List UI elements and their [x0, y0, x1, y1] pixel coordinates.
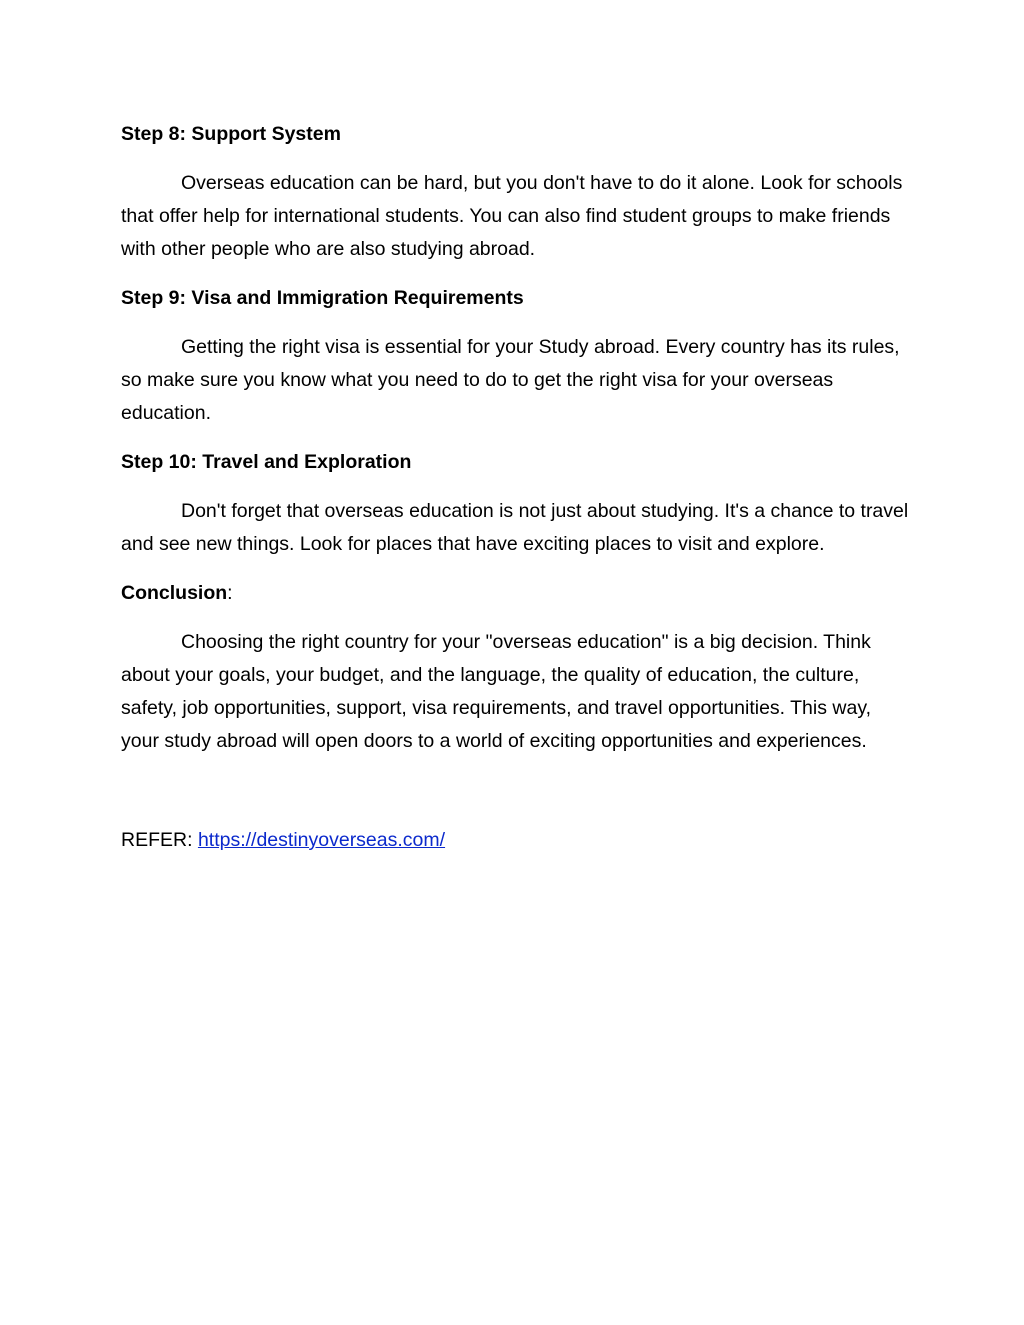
refer-link[interactable]: https://destinyoverseas.com/: [197, 829, 446, 851]
refer-line: [121, 824, 911, 857]
section-heading-step-9: Step 9: Visa and Immigration Requirements: [121, 287, 524, 309]
section-heading-step-10: Step 10: Travel and Exploration: [121, 451, 412, 473]
conclusion-heading: [121, 577, 911, 610]
section-heading-step-8: Step 8: Support System: [121, 123, 341, 145]
section-body-step-9: Getting the right visa is essential for your Study abroad. Every country has its rules, so make sure you know what you need to do to get the right visa for your overseas education.: [121, 336, 900, 424]
refer-label: REFER:: [121, 829, 198, 851]
conclusion-heading-colon: :: [227, 582, 233, 604]
document-content: [121, 118, 911, 857]
section-body-step-8: Overseas education can be hard, but you don't have to do it alone. Look for schools that offer help for international students. You can also find student groups to make friends with other people who are also studying abroad.: [121, 172, 903, 260]
section-body-step-10: Don't forget that overseas education is not just about studying. It's a chance to travel and see new things. Look for places that have exciting places to visit and explore.: [121, 500, 909, 555]
conclusion-heading-text: Conclusion: [121, 582, 228, 604]
conclusion-body: Choosing the right country for your "overseas education" is a big decision. Think about your goals, your budget, and the language, the quality of education, the culture, safety, job opportunities, support, visa requirements, and travel opportunities. This way, your study abroad will open doors to a world of exciting opportunities and experiences.: [121, 631, 872, 752]
